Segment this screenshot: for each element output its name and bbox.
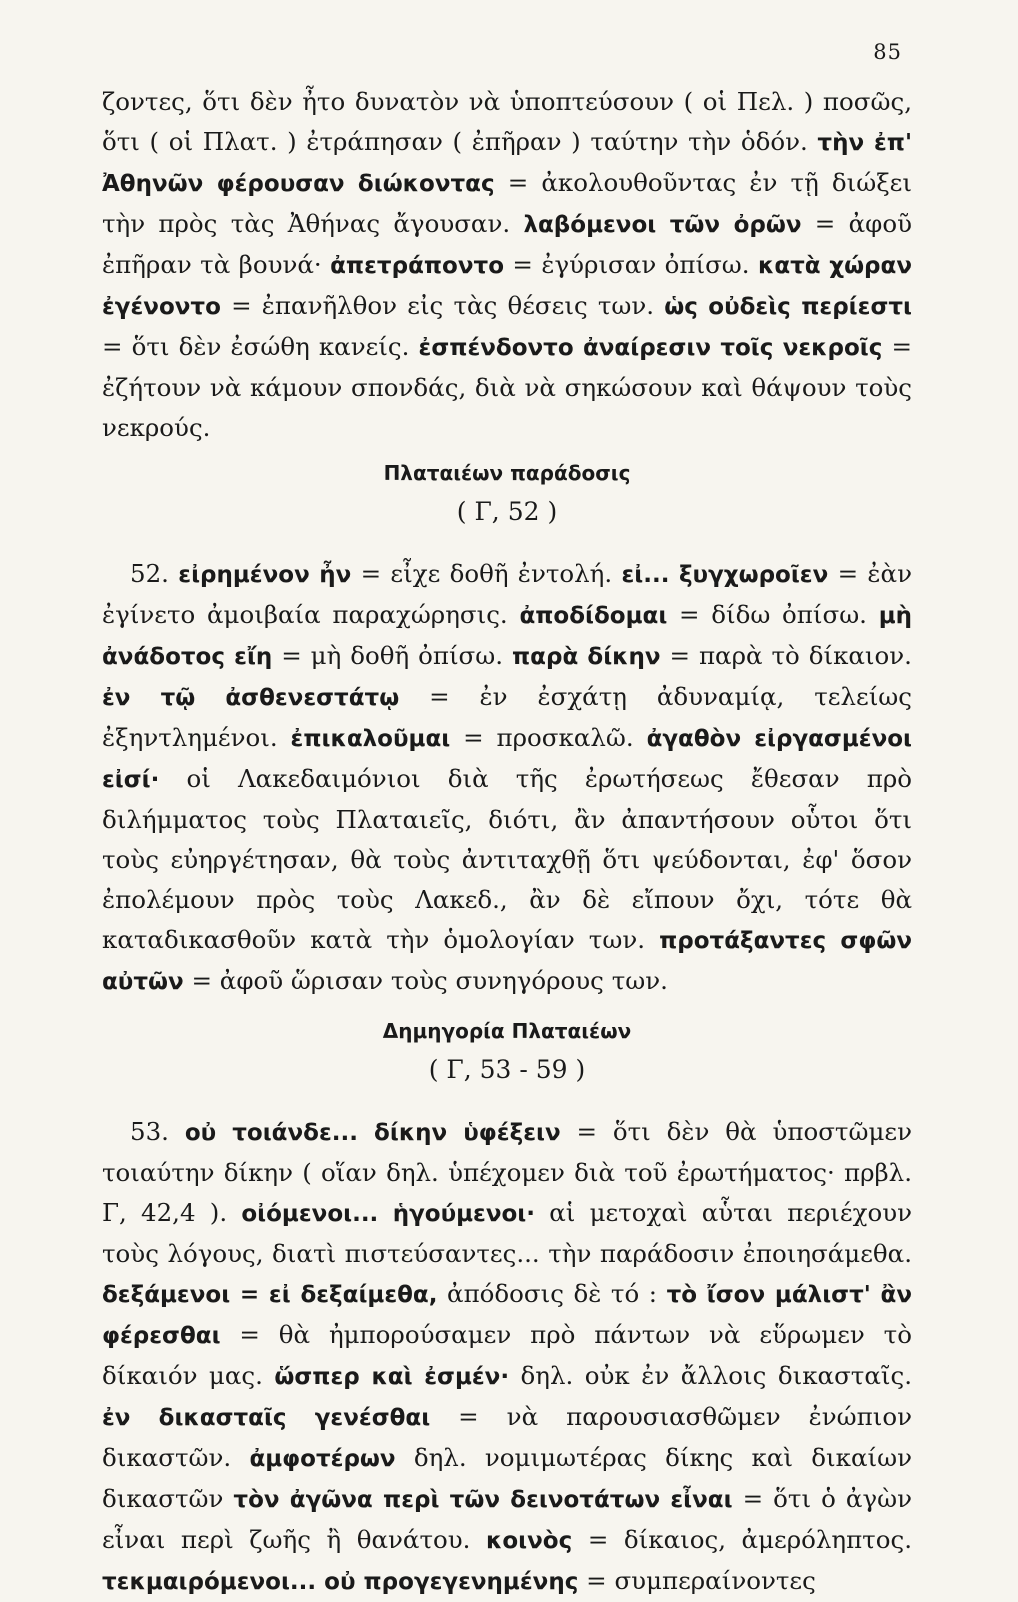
bold-term: κατὰ χώραν ἐγένοντο — [102, 253, 912, 320]
text-run: = συμπεραίνοντες — [578, 1566, 816, 1595]
text-run: = ἐγύρισαν ὀπίσω. — [504, 250, 758, 279]
bold-term: ὡς οὐδεὶς περίεστι — [664, 294, 912, 320]
section-number: 52. — [130, 559, 179, 588]
bold-term: οἰόμενοι... ἡγούμενοι· — [241, 1201, 536, 1227]
bold-term: ἐπικαλοῦμαι — [290, 726, 451, 752]
text-run: = ὅτι δὲν θὰ ὑποστῶμεν τοιαύτην δίκην ( οἵαν δηλ. ὑπέχομεν διὰ τοῦ ἐρωτήματος· πρβλ. Γ, 42,4 ). — [102, 1117, 912, 1227]
section-reference: ( Γ, 53 - 59 ) — [428, 1055, 586, 1084]
bold-term: ἐν τῷ ἀσθενεστάτῳ — [102, 685, 400, 711]
text-run: = ὅτι ὁ ἀγὼν εἶναι περὶ ζωῆς ἢ θανάτου. — [102, 1484, 912, 1554]
bold-term: εἰρημένον ἦν — [178, 562, 352, 588]
section-number: 53. — [130, 1117, 185, 1146]
bold-term: τὴν ἐπ' Ἀθηνῶν φέρουσαν διώκοντας — [102, 130, 912, 197]
commentary-paragraph-52 — [102, 554, 912, 1002]
bold-term: οὐ τοιάνδε... δίκην ὑφέξειν — [184, 1120, 561, 1146]
intro-paragraph — [102, 82, 912, 448]
text-run: οἱ Λακεδαιμόνιοι διὰ τῆς ἐρωτήσεως ἔθεσαν πρὸ διλήμματος τοὺς Πλαταιεῖς, διότι, ἂν ἀπαντήσουν οὗτοι ὅτι τοὺς εὐηργέτησαν, θὰ τοὺς ἀντιταχθῇ ὅτι ψεύδονται, ἐφ' ὅσον ἐπολέμουν πρὸς τοὺς Λακεδ., ἂν δὲ εἴπουν ὄχι, τότε θὰ καταδικασθοῦν κατὰ τὴν ὁμολογίαν των. — [102, 764, 912, 954]
page-body — [102, 82, 912, 1602]
bold-term: προτάξαντες σφῶν αὐτῶν — [102, 928, 912, 995]
bold-term: κοινὸς — [486, 1528, 573, 1554]
bold-term: μὴ ἀνάδοτος εἴη — [102, 603, 912, 670]
bold-term: τεκμαιρόμενοι... οὐ προγεγενημένης — [102, 1569, 579, 1595]
text-run: ἀπόδοσις δὲ τό : — [437, 1279, 667, 1308]
text-run: δηλ. οὐκ ἐν ἄλλοις δικασταῖς. — [509, 1361, 913, 1390]
bold-term: δεξάμενοι = εἰ δεξαίμεθα, — [102, 1282, 438, 1308]
text-run: = νὰ παρουσιασθῶμεν ἐνώπιον δικαστῶν. — [102, 1402, 912, 1472]
text-run: = ἐὰν ἐγίνετο ἀμοιβαία παραχώρησις. — [102, 559, 912, 629]
bold-term: ὥσπερ καὶ ἐσμέν· — [274, 1364, 510, 1390]
text-run: αἱ μετοχαὶ αὗται περιέχουν τοὺς λόγους, διατὶ πιστεύσαντες... τὴν παράδοσιν ἐποιησάμεθα. — [102, 1198, 912, 1268]
bold-term: τὸ ἴσον μάλιστ' ἂν φέρεσθαι — [102, 1282, 913, 1349]
text-run: = παρὰ τὸ δίκαιον. — [660, 641, 912, 670]
bold-term: τὸν ἀγῶνα περὶ τῶν δεινοτάτων εἶναι — [233, 1487, 733, 1513]
text-run: ζοντες, ὅτι δὲν ἦτο δυνατὸν νὰ ὑποπτεύσουν ( οἱ Πελ. ) ποσῶς, ὅτι ( οἱ Πλατ. ) ἐτράπησαν ( ἐπῆραν ) ταύτην τὴν ὁδόν. — [102, 87, 912, 156]
bold-term: ἐν δικασταῖς γενέσθαι — [102, 1405, 431, 1431]
bold-term: ἀγαθὸν εἰργασμένοι εἰσί· — [102, 726, 912, 793]
text-run: = ἐπανῆλθον εἰς τὰς θέσεις των. — [220, 291, 665, 320]
bold-term: εἰ... ξυγχωροῖεν — [621, 562, 829, 588]
commentary-paragraph-53 — [102, 1112, 912, 1602]
text-run: = ἀφοῦ ὥρισαν τοὺς συνηγόρους των. — [183, 966, 668, 995]
section-heading: Δημηγορία Πλαταιέων — [382, 1019, 632, 1043]
text-run: = δίκαιος, ἀμερόληπτος. — [572, 1525, 912, 1554]
page-number: 85 — [873, 40, 902, 64]
text-run: = ἀκολουθοῦντας ἐν τῇ διώξει τὴν πρὸς τὰς Ἀθήνας ἄγουσαν. — [102, 168, 912, 238]
text-run: = μὴ δοθῆ ὀπίσω. — [272, 641, 512, 670]
bold-term: ἀπετράποντο — [330, 253, 505, 279]
text-run: = ὅτι δὲν ἐσώθη κανείς. — [102, 332, 419, 361]
text-run: = θὰ ἠμπορούσαμεν πρὸ πάντων νὰ εὕρωμεν τὸ δίκαιόν μας. — [102, 1320, 912, 1390]
text-run: = ἀφοῦ ἐπῆραν τὰ βουνά· — [102, 209, 912, 279]
text-run: = δίδω ὀπίσω. — [667, 600, 879, 629]
text-run: = προσκαλῶ. — [450, 723, 647, 752]
bold-term: ἀμφοτέρων — [249, 1446, 396, 1472]
text-run: δηλ. νομιμωτέρας δίκης καὶ δικαίων δικαστῶν — [102, 1443, 912, 1513]
bold-term: ἐσπένδοντο ἀναίρεσιν τοῖς νεκροῖς — [418, 335, 883, 361]
bold-term: λαβόμενοι τῶν ὀρῶν — [523, 212, 802, 238]
text-run: = ἐν ἐσχάτῃ ἀδυναμίᾳ, τελείως ἐξηντλημένοι. — [102, 682, 913, 752]
section-reference: ( Γ, 52 ) — [456, 497, 558, 526]
bold-term: παρὰ δίκην — [511, 644, 661, 670]
text-run: = εἶχε δοθῆ ἐντολή. — [351, 559, 622, 588]
bold-term: ἀποδίδομαι — [519, 603, 668, 629]
section-heading: Πλαταιέων παράδοσις — [383, 461, 631, 485]
text-run: = ἐζήτουν νὰ κάμουν σπονδάς, διὰ νὰ σηκώσουν καὶ θάψουν τοὺς νεκρούς. — [102, 332, 912, 442]
